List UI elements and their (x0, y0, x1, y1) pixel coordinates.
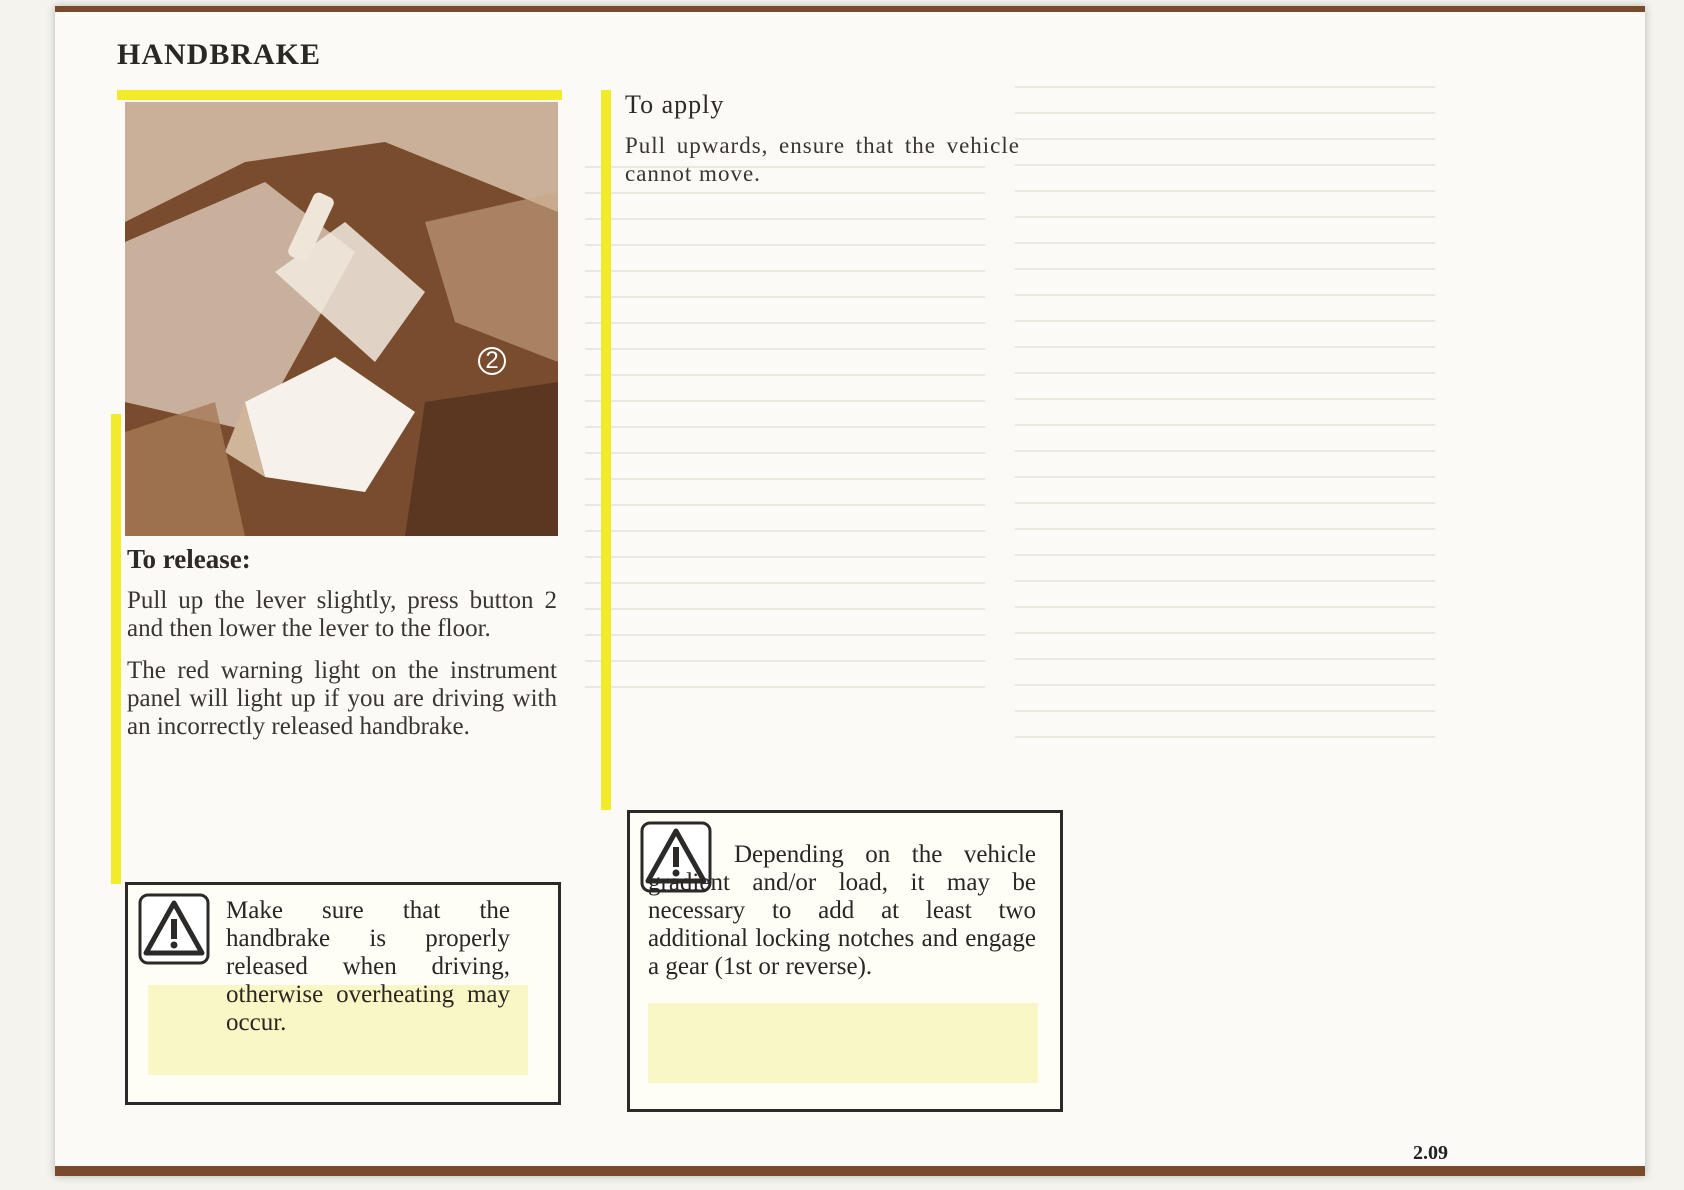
apply-paragraph: Pull upwards, ensure that the vehicle cannot move. (625, 133, 1020, 186)
highlight-bar-left (111, 414, 121, 884)
release-heading: To release: (127, 544, 251, 574)
warning-box (627, 810, 1063, 1112)
handbrake-photo (125, 102, 558, 536)
warning-text: Depending on the vehicle gradient and/or load, it may be necessary to add at least two additional locking notches and engage a gear (1st or reverse). (648, 841, 1036, 980)
bleed-through-right (1015, 86, 1435, 762)
photo-callout-label: 2 (485, 347, 499, 374)
release-section (127, 544, 557, 755)
warning-box (125, 882, 561, 1105)
warning-triangle-icon (138, 893, 210, 965)
bottom-edge (55, 1166, 1645, 1176)
highlight-bar-middle (601, 90, 611, 810)
highlight-bar-top (117, 90, 562, 100)
release-paragraph: Pull up the lever slightly, press button 2 and then lower the lever to the floor. (127, 587, 557, 642)
bleed-through-middle (585, 166, 985, 712)
page-number: 2.09 (1413, 1142, 1448, 1164)
top-edge (55, 6, 1645, 12)
release-paragraph: The red warning light on the instrument panel will light up if you are driving with an incorrectly released handbrake. (127, 657, 557, 740)
page-title: HANDBRAKE (117, 38, 322, 71)
apply-heading: To apply (625, 90, 725, 119)
apply-section (625, 90, 1020, 202)
manual-page (55, 6, 1645, 1176)
warning-text: Make sure that the handbrake is properly released when driving, otherwise overheating may occur. (226, 897, 510, 1036)
handbrake-illustration (125, 102, 558, 536)
